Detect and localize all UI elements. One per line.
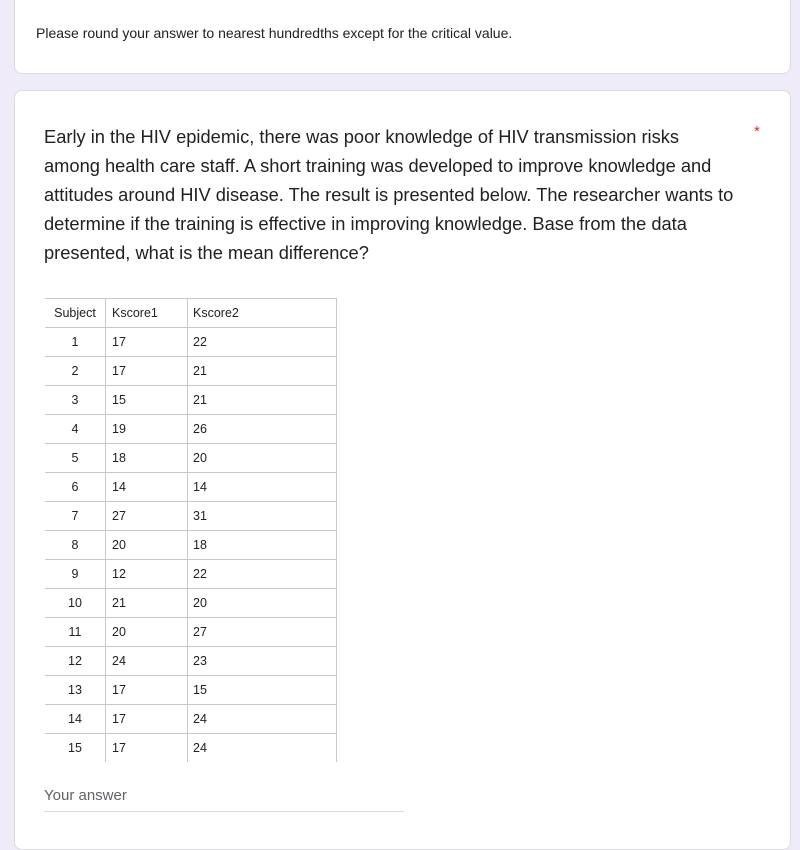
table-cell: 17 <box>106 676 188 705</box>
table-cell: 27 <box>188 618 337 647</box>
table-cell: 2 <box>45 357 106 386</box>
table-row <box>45 415 337 444</box>
answer-underline <box>44 811 404 812</box>
table-row <box>45 705 337 734</box>
table-cell: 1 <box>45 328 106 357</box>
table-cell: 24 <box>188 734 337 763</box>
answer-input[interactable]: Your answer <box>44 787 127 804</box>
table-row <box>45 531 337 560</box>
table-row <box>45 473 337 502</box>
data-table <box>45 298 337 762</box>
table-header-cell: Kscore1 <box>106 299 188 328</box>
table-cell: 17 <box>106 328 188 357</box>
table-cell: 9 <box>45 560 106 589</box>
table-cell: 31 <box>188 502 337 531</box>
table-cell: 27 <box>106 502 188 531</box>
table-row <box>45 502 337 531</box>
table-cell: 18 <box>106 444 188 473</box>
table-cell: 24 <box>106 647 188 676</box>
table-cell: 17 <box>106 705 188 734</box>
table-header-cell: Kscore2 <box>188 299 337 328</box>
table-cell: 8 <box>45 531 106 560</box>
table-cell: 4 <box>45 415 106 444</box>
table-cell: 23 <box>188 647 337 676</box>
instructions-card <box>14 0 791 74</box>
table-cell: 18 <box>188 531 337 560</box>
table-cell: 20 <box>188 589 337 618</box>
table-row <box>45 328 337 357</box>
table-row <box>45 676 337 705</box>
table-cell: 3 <box>45 386 106 415</box>
table-cell: 14 <box>106 473 188 502</box>
table-row <box>45 589 337 618</box>
table-cell: 20 <box>106 531 188 560</box>
table-cell: 19 <box>106 415 188 444</box>
table-row <box>45 357 337 386</box>
table-cell: 14 <box>45 705 106 734</box>
table-row <box>45 386 337 415</box>
table-cell: 15 <box>106 386 188 415</box>
table-cell: 12 <box>106 560 188 589</box>
table-cell: 15 <box>45 734 106 763</box>
table-row <box>45 618 337 647</box>
table-cell: 20 <box>188 444 337 473</box>
table-cell: 21 <box>106 589 188 618</box>
table-cell: 13 <box>45 676 106 705</box>
table-cell: 14 <box>188 473 337 502</box>
table-cell: 10 <box>45 589 106 618</box>
table-row <box>45 647 337 676</box>
table-cell: 7 <box>45 502 106 531</box>
table-header-row <box>45 299 337 328</box>
table-cell: 26 <box>188 415 337 444</box>
instructions-text: Please round your answer to nearest hundredths except for the critical value. <box>36 25 513 41</box>
table-cell: 11 <box>45 618 106 647</box>
table-cell: 21 <box>188 357 337 386</box>
table-row <box>45 444 337 473</box>
table-header-cell: Subject <box>45 299 106 328</box>
table-cell: 22 <box>188 328 337 357</box>
table-cell: 21 <box>188 386 337 415</box>
question-title: Early in the HIV epidemic, there was poor knowledge of HIV transmission risks among health care staff. A short training was developed to improve knowledge and attitudes around HIV disease. The result is presented below. The researcher wants to determine if the training is effective in improving knowledge. Base from the data presented, what is the mean difference? <box>44 126 734 263</box>
required-marker: * <box>754 123 760 140</box>
table-cell: 17 <box>106 734 188 763</box>
table-cell: 22 <box>188 560 337 589</box>
table-cell: 24 <box>188 705 337 734</box>
table-row <box>45 734 337 763</box>
table-cell: 12 <box>45 647 106 676</box>
question-card <box>14 90 791 850</box>
table-cell: 17 <box>106 357 188 386</box>
table-cell: 20 <box>106 618 188 647</box>
table-cell: 6 <box>45 473 106 502</box>
table-cell: 5 <box>45 444 106 473</box>
table-cell: 15 <box>188 676 337 705</box>
table-row <box>45 560 337 589</box>
